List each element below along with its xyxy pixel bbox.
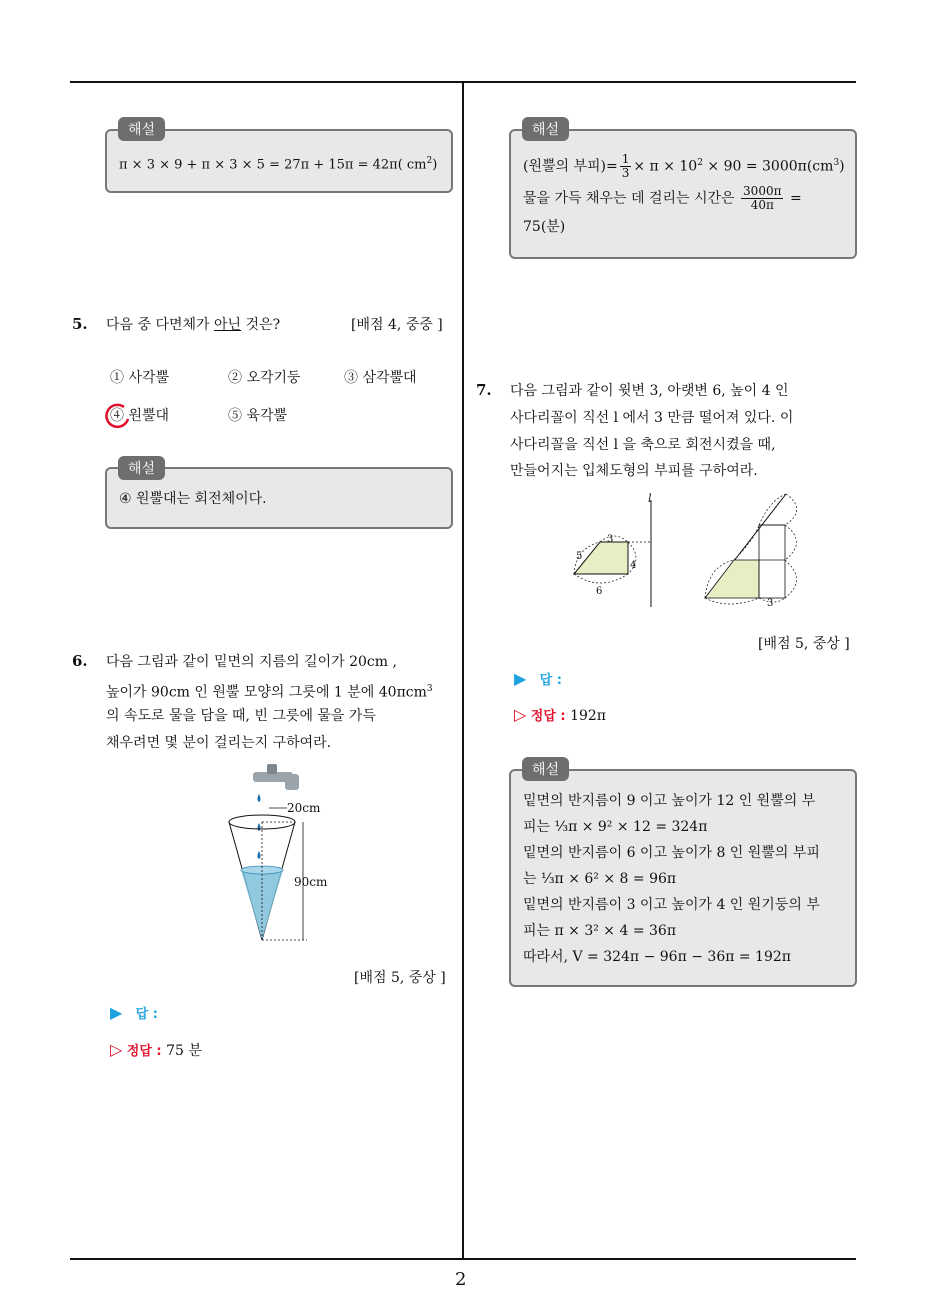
fig-bottom-label: 6: [596, 586, 603, 597]
cone-height-label: 90cm: [294, 875, 328, 889]
q5-option-4[interactable]: ④ 원뿔대: [110, 408, 170, 424]
q7-explain-tag: 해설: [522, 757, 569, 781]
q5-option-1[interactable]: ① 사각뿔: [110, 370, 170, 386]
q7-explain-line-3: 밑면의 반지름이 6 이고 높이가 8 인 원뿔의 부피: [523, 845, 820, 861]
q5-option-5[interactable]: ⑤ 육각뿔: [228, 408, 288, 424]
q7-explain-box: [509, 769, 857, 987]
q7-number: 7.: [476, 381, 492, 399]
bottom-rule: [70, 1258, 856, 1260]
correct-arrow-icon: ▷: [110, 1040, 123, 1059]
answer-arrow-icon: ▶: [514, 669, 527, 688]
fig-right-label: 4: [630, 560, 637, 571]
q7-line-1: 다음 그림과 같이 윗변 3, 아랫변 6, 높이 4 인: [510, 383, 789, 399]
q6-line-2: 높이가 90cm 인 원뿔 모양의 그릇에 1 분에 40πcm$^3$: [106, 684, 433, 701]
q5-option-2[interactable]: ② 오각기둥: [228, 370, 301, 386]
page-number: 2: [455, 1269, 467, 1290]
correct-arrow-icon: ▷: [514, 705, 527, 724]
q7-score: [배점 5, 중상 ]: [758, 636, 850, 652]
q7-line-2: 사다리꼴이 직선 l 에서 3 만큼 떨어져 있다. 이: [510, 410, 794, 426]
q7-explain-line-4: 는 ⅓π × 6² × 8 = 96π: [523, 871, 677, 887]
q6-score: [배점 5, 중상 ]: [354, 970, 446, 986]
q6-line-3: 의 속도로 물을 담을 때, 빈 그릇에 물을 가득: [106, 708, 376, 724]
q7-explain-line-7: 따라서, V = 324π − 96π − 36π = 192π: [523, 949, 791, 965]
q6-explain-box: [509, 129, 857, 259]
q6-correct-row: ▷ 정답 : 75 분: [110, 1040, 202, 1059]
fig-axis-label: l: [648, 492, 652, 505]
cone-diameter-label: 20cm: [287, 801, 321, 815]
answer-arrow-icon: ▶: [110, 1003, 123, 1022]
q6-answer-row: ▶ 답 :: [110, 1003, 158, 1022]
q6-explain-line-1: (원뿔의 부피)= $\frac{1}{3}$ × $\pi \times 10^2 \times 90 = 3000\pi(cm^3)$: [523, 152, 845, 181]
q5-number: 5.: [72, 315, 88, 333]
q5-score: [배점 4, 중중 ]: [351, 317, 443, 333]
q7-answer-row: ▶ 답 :: [514, 669, 562, 688]
q7-line-4: 만들어지는 입체도형의 부피를 구하여라.: [510, 463, 758, 479]
q7-explain-line-1: 밑면의 반지름이 9 이고 높이가 12 인 원뿔의 부: [523, 793, 816, 809]
cone-figure: [225, 760, 345, 950]
q4-explain-tag: 해설: [118, 117, 165, 141]
q6-explain-tag: 해설: [522, 117, 569, 141]
q7-explain-line-6: 피는 π × 3² × 4 = 36π: [523, 923, 677, 939]
selected-answer-circle: [102, 401, 132, 431]
fig-left-label: 5: [576, 551, 583, 562]
q7-explain-line-5: 밑면의 반지름이 3 이고 높이가 4 인 원기둥의 부: [523, 897, 820, 913]
q5-question: 다음 중 다면체가 아닌 것은?: [106, 317, 281, 333]
q6-line-4: 채우려면 몇 분이 걸리는지 구하여라.: [106, 735, 332, 751]
fig-top-label: 3: [607, 534, 614, 545]
q6-explain-line-2: 물을 가득 채우는 데 걸리는 시간은 $\frac{3000\pi}{40\pi}$ =: [523, 184, 802, 212]
q5-option-3[interactable]: ③ 삼각뿔대: [344, 370, 417, 386]
q7-explain-line-2: 피는 ⅓π × 9² × 12 = 324π: [523, 819, 708, 835]
q5-explain-tag: 해설: [118, 456, 165, 480]
q4-explain-text: π × 3 × 9 + π × 3 × 5 = 27π + 15π = 42π( $cm^2$): [119, 156, 438, 173]
q7-correct-row: ▷ 정답 : 192π: [514, 705, 606, 724]
fig-gap-label: 3: [767, 598, 774, 609]
q7-line-3: 사다리꼴을 직선 l 을 축으로 회전시켰을 때,: [510, 437, 776, 453]
q6-line-1: 다음 그림과 같이 밑면의 지름의 길이가 20cm ,: [106, 654, 397, 670]
column-divider: [462, 82, 464, 1260]
q6-number: 6.: [72, 652, 88, 670]
q6-explain-line-3: 75(분): [523, 219, 566, 235]
q5-explain-text: ④ 원뿔대는 회전체이다.: [119, 491, 267, 507]
